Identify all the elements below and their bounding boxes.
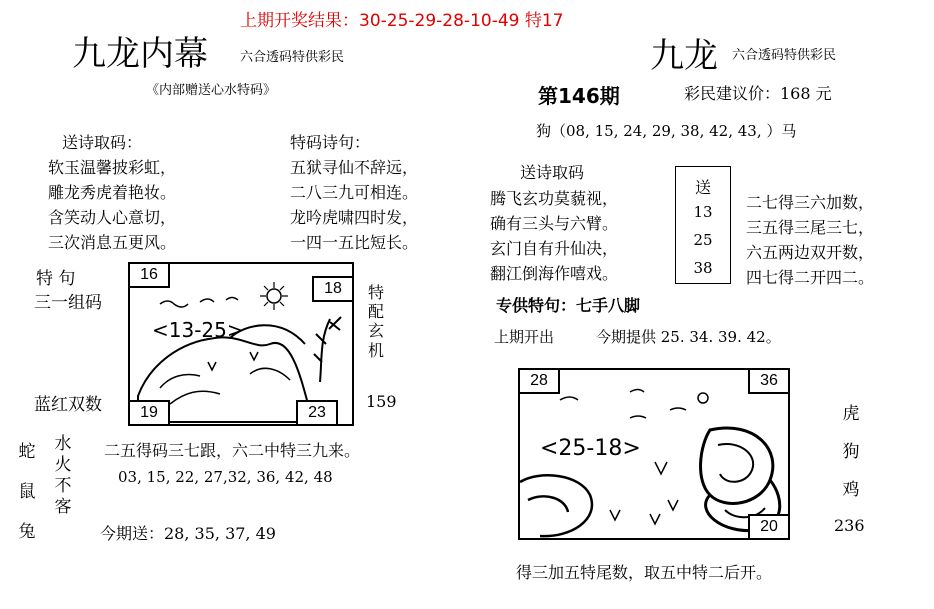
panel-corner-tl: 28	[518, 368, 560, 394]
right-side-zodiacs	[840, 395, 862, 509]
today-provide: 今期提供 25. 34. 39. 42。	[596, 328, 781, 346]
zodiac-char: 兔	[18, 522, 36, 542]
zodiac-column	[16, 432, 38, 552]
poem-b-line: 龙吟虎啸四时发，	[290, 208, 419, 227]
poem-a	[48, 155, 176, 255]
poem-a-line: 含笑动人心意切，	[48, 208, 177, 227]
price-line: 彩民建议价：168 元	[684, 84, 832, 103]
panel-corner-bl: 19	[128, 400, 170, 426]
right-zodiac: 狗	[842, 442, 860, 462]
side-char: 配	[367, 302, 384, 322]
poem-b-line: 二八三九可相连。	[290, 183, 419, 202]
right-hints	[746, 190, 874, 290]
panel-corner-tr: 18	[312, 276, 354, 302]
poem-b-title: 特码诗句：	[290, 133, 371, 152]
left-drawing-panel	[128, 262, 354, 426]
poem-b-line: 一四一五比短长。	[290, 233, 419, 252]
right-poem-title: 送诗取码	[520, 163, 585, 182]
element-char: 客	[54, 497, 72, 517]
right-title: 九龙	[650, 36, 718, 76]
right-poem-line: 确有三头与六臂。	[490, 214, 619, 233]
dog-horse-line: 狗（08, 15, 24, 29, 38, 42, 43, ）马	[536, 122, 797, 140]
issue-number: 第146期	[538, 84, 620, 108]
right-poem	[490, 186, 618, 286]
right-hint-line: 四七得二开四二。	[746, 268, 875, 287]
side-number: 159	[366, 392, 397, 411]
bluered-label: 蓝红双数	[34, 395, 102, 415]
zodiac-char: 鼠	[18, 482, 36, 502]
right-subtitle: 六合透码特供彩民	[732, 48, 837, 63]
right-poem-line: 翻江倒海作嘻戏。	[490, 264, 619, 283]
element-char: 水	[54, 434, 72, 454]
side-char: 特	[367, 283, 384, 302]
group-label: 三一组码	[34, 293, 102, 313]
poem-b-line: 五狱寻仙不辞远，	[290, 158, 419, 177]
left-title: 九龙内幕	[72, 34, 208, 74]
numbers-line: 03, 15, 22, 27,32, 36, 42, 48	[118, 468, 333, 486]
zodiac-char: 蛇	[18, 442, 36, 462]
today-line: 今期送：28, 35, 37, 49	[100, 524, 276, 543]
right-zodiac: 鸡	[842, 480, 860, 500]
send-box-number: 13	[693, 203, 713, 221]
hint-line: 二五得码三七跟，六二中特三九来。	[104, 441, 361, 460]
panel-formula: <13-25>	[152, 318, 244, 342]
last-result-banner: 上期开奖结果：30-25-29-28-10-49 特17	[240, 11, 564, 31]
send-box	[675, 166, 731, 284]
right-zodiac: 虎	[842, 404, 860, 424]
right-hint-line: 三五得三尾三七，	[746, 218, 875, 237]
poem-b	[290, 155, 418, 255]
bottom-line: 得三加五特尾数，取五中特二后开。	[516, 563, 773, 582]
element-column	[52, 434, 74, 518]
gift-note: 《内部赠送心水特码》	[146, 83, 277, 98]
right-hint-line: 六五两边双开数，	[746, 243, 875, 262]
special-label: 特 句	[36, 269, 76, 289]
left-subtitle: 六合透码特供彩民	[240, 50, 345, 65]
panel-corner-br: 23	[296, 400, 338, 426]
right-drawing-panel	[518, 368, 790, 540]
special-sentence: 专供特句：七手八脚	[496, 296, 641, 315]
send-box-label: 送	[694, 178, 711, 197]
right-side-number: 236	[834, 516, 865, 535]
poem-a-line: 雕龙秀虎着艳妆。	[48, 183, 177, 202]
poem-a-line: 三次消息五更风。	[48, 233, 177, 252]
send-box-number: 38	[693, 259, 713, 277]
side-char: 机	[367, 340, 384, 360]
element-char: 火	[54, 455, 72, 475]
right-hint-line: 二七得三六加数，	[746, 193, 875, 212]
panel-corner-tr: 36	[748, 368, 790, 394]
poem-a-title: 送诗取码：	[62, 133, 143, 152]
panel-formula: <25-18>	[540, 436, 641, 461]
poem-a-line: 软玉温馨披彩虹，	[48, 158, 177, 177]
right-poem-line: 玄门自有升仙决，	[490, 239, 619, 258]
last-period-label: 上期开出	[494, 328, 555, 346]
send-box-number: 25	[693, 231, 713, 249]
panel-corner-tl: 16	[128, 262, 170, 288]
side-char: 玄	[367, 321, 384, 341]
right-poem-line: 腾飞玄功莫藐视，	[490, 189, 619, 208]
side-vertical-text	[365, 283, 387, 360]
panel-corner-br: 20	[748, 514, 790, 540]
element-char: 不	[54, 476, 72, 496]
